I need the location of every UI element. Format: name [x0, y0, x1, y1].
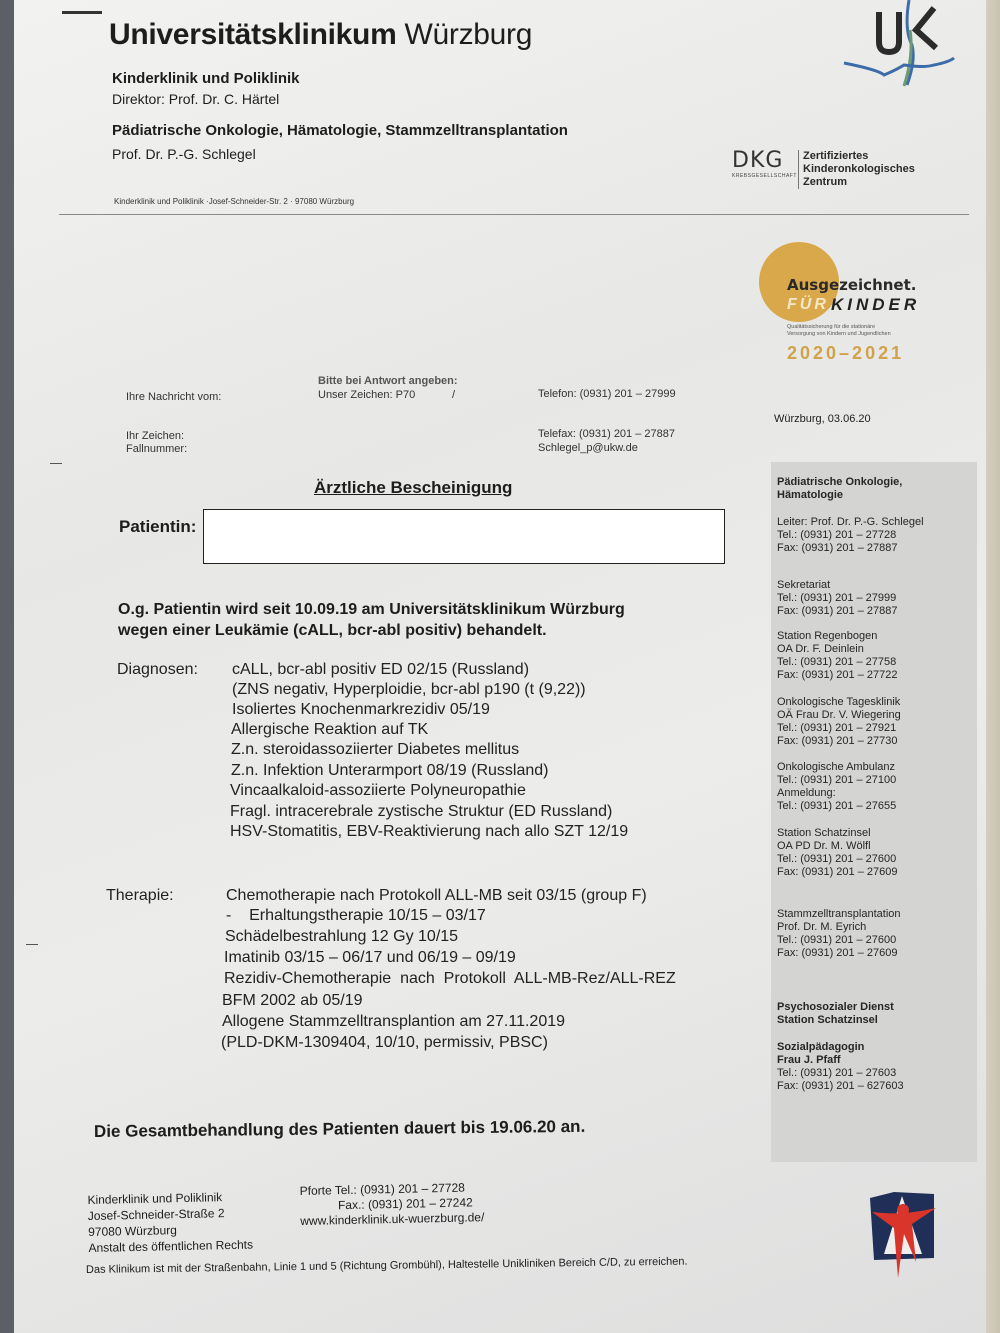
dkg-subtitle: KREBSGESELLSCHAFT [732, 173, 797, 179]
therapy-label: Therapie: [106, 887, 174, 904]
diagnosis-item: HSV-Stomatitis, EBV-Reaktivierung nach allo SZT 12/19 [230, 823, 629, 840]
fold-mark [62, 11, 102, 14]
dkg-cert-text [798, 150, 915, 189]
sidebar-line: OÄ Frau Dr. V. Wiegering [777, 709, 901, 721]
dkg-logo: DKG [732, 148, 784, 173]
award-years: 2020–2021 [787, 343, 905, 363]
sidebar-block-leiter [777, 516, 924, 555]
award-badge [759, 242, 959, 372]
division-name: Pädiatrische Onkologie, Hämatologie, Stammzelltransplantation [112, 122, 568, 139]
diagnoses-label: Diagnosen: [117, 661, 198, 678]
sidebar-line: Tel.: (0931) 201 – 27600 [777, 853, 897, 865]
footer-address [87, 1189, 253, 1256]
therapy-item: Rezidiv-Chemotherapie nach Protokoll ALL-MB-Rez/ALL-REZ [224, 970, 676, 987]
reply-hint: Bitte bei Antwort angeben: [318, 375, 458, 387]
our-reference: Unser Zeichen: P70 [318, 389, 416, 401]
diagnosis-item: Fragl. intracerebrale zystische Struktur (ED Russland) [230, 803, 613, 820]
sidebar-block-sekretariat [777, 579, 897, 618]
sidebar-line: OA Dr. F. Deinlein [777, 643, 864, 655]
sidebar-line: Stammzelltransplantation [777, 908, 901, 920]
sidebar-line: Tel.: (0931) 201 – 27603 [777, 1067, 897, 1079]
sidebar-line: Tel.: (0931) 201 – 27921 [777, 722, 897, 734]
sidebar-line: Tel.: (0931) 201 – 27758 [777, 656, 897, 668]
intro-line: O.g. Patientin wird seit 10.09.19 am Universitätsklinikum Würzburg [118, 601, 625, 618]
footer-address-line: Anstalt des öffentlichen Rechts [88, 1237, 254, 1255]
award-description-line2: Versorgung von Kindern und Jugendlichen [787, 331, 891, 337]
sidebar-line: Station Schatzinsel [777, 827, 871, 839]
therapy-item: Allogene Stammzelltransplantion am 27.11.2019 [222, 1013, 566, 1030]
email: Schlegel_p@ukw.de [538, 442, 638, 454]
footer-phone: Pforte Tel.: (0931) 201 – 27728 [299, 1180, 466, 1199]
diagnosis-item: (ZNS negativ, Hyperploidie, bcr-abl p190 (t (9,22)) [232, 681, 586, 698]
hospital-title-bold: Universitätsklinikum [109, 18, 397, 51]
telefax: Telefax: (0931) 201 – 27887 [538, 428, 675, 440]
footer-contact [300, 1180, 485, 1229]
sidebar-line: Fax: (0931) 201 – 27887 [777, 605, 898, 617]
sidebar-line: Tel.: (0931) 201 – 27999 [777, 592, 897, 604]
footer-address-line: Kinderklinik und Poliklinik [87, 1190, 223, 1208]
sidebar-block-schatzinsel [777, 827, 897, 879]
sidebar-line: Sekretariat [777, 579, 831, 591]
intro-line: wegen einer Leukämie (cALL, bcr-abl positiv) behandelt. [118, 622, 547, 639]
sidebar-block-tagesklinik [777, 696, 901, 748]
uk-logo-icon [834, 0, 964, 90]
therapy-item: Schädelbestrahlung 12 Gy 10/15 [225, 928, 459, 945]
sidebar-line: Tel.: (0931) 201 – 27600 [777, 934, 897, 946]
reference-slash: / [452, 389, 456, 401]
footer-fax: Fax.: (0931) 201 – 27242 [337, 1195, 473, 1213]
contacts-sidebar [771, 462, 977, 1162]
case-number-label: Fallnummer: [126, 443, 188, 455]
sidebar-block-sozialpaedagogin [777, 1041, 904, 1093]
sidebar-heading: Station Schatzinsel [777, 1014, 878, 1026]
therapy-item: Chemotherapie nach Protokoll ALL-MB seit 03/15 (group F) [226, 887, 647, 904]
award-title: Ausgezeichnet. [787, 276, 917, 294]
closing-statement: Die Gesamtbehandlung des Patienten dauert bis 19.06.20 an. [93, 1116, 586, 1141]
header-divider [59, 214, 969, 215]
award-description [787, 324, 891, 338]
sidebar-line: Fax: (0931) 201 – 27609 [777, 947, 898, 959]
sidebar-line: Tel.: (0931) 201 – 27655 [777, 800, 897, 812]
sidebar-line: Tel.: (0931) 201 – 27728 [777, 529, 897, 541]
sidebar-line: Tel.: (0931) 201 – 27100 [777, 774, 897, 786]
footer-address-line: 97080 Würzburg [88, 1223, 178, 1239]
diagnosis-item: cALL, bcr-abl positiv ED 02/15 (Russland) [232, 661, 530, 678]
transport-note: Das Klinikum ist mit der Straßenbahn, Linie 1 und 5 (Richtung Grombühl), Haltestelle Unikliniken Bereich C/D, zu erreichen. [85, 1255, 688, 1276]
sidebar-line: Prof. Dr. M. Eyrich [777, 921, 867, 933]
sidebar-line: Anmeldung: [777, 787, 836, 799]
sidebar-line: Fax: (0931) 201 – 27722 [777, 669, 898, 681]
sidebar-line: Station Regenbogen [777, 630, 878, 642]
sidebar-heading: Frau J. Pfaff [777, 1054, 841, 1066]
sidebar-block-psychosozial [777, 1001, 894, 1027]
diagnosis-item: Isoliertes Knochenmarkrezidiv 05/19 [232, 701, 490, 718]
division-head: Prof. Dr. P.-G. Schlegel [112, 146, 256, 162]
sidebar-heading: Hämatologie [777, 489, 844, 501]
letter-date: Würzburg, 03.06.20 [774, 413, 871, 425]
patient-label: Patientin: [119, 517, 197, 536]
sidebar-block-regenbogen [777, 630, 897, 682]
award-description-line1: Qualitätssicherung für die stationäre [787, 324, 876, 330]
hospital-title-city: Würzburg [404, 18, 533, 51]
sidebar-block-header [777, 476, 902, 502]
sidebar-line: Fax: (0931) 201 – 627603 [777, 1080, 904, 1092]
sidebar-heading: Sozialpädagogin [777, 1041, 865, 1053]
sidebar-block-stammzell [777, 908, 901, 960]
diagnosis-item: Vincaalkaloid-assoziierte Polyneuropathie [230, 782, 526, 799]
sidebar-line: Fax: (0931) 201 – 27887 [777, 542, 898, 554]
department-name: Kinderklinik und Poliklinik [112, 70, 300, 87]
dkg-certification [732, 148, 915, 188]
your-reference-label: Ihr Zeichen: [126, 430, 185, 442]
document-title: Ärztliche Bescheinigung [314, 478, 513, 497]
department-director: Direktor: Prof. Dr. C. Härtel [112, 91, 280, 107]
dkg-cert-line2: Kinderonkologisches Zentrum [803, 163, 915, 188]
footer-address-line: Josef-Schneider-Straße 2 [87, 1206, 225, 1224]
award-kinder: KINDER [831, 295, 921, 314]
therapy-item: - Erhaltungstherapie 10/15 – 03/17 [226, 907, 486, 924]
dkg-cert-line1: Zertifiziertes [803, 150, 869, 162]
your-message-label: Ihre Nachricht vom: [126, 391, 222, 403]
sidebar-heading: Pädiatrische Onkologie, [777, 476, 903, 488]
therapy-item: (PLD-DKM-1309404, 10/10, permissiv, PBSC) [221, 1034, 548, 1051]
footer-website-link[interactable]: www.kinderklinik.uk-wuerzburg.de/ [300, 1210, 485, 1228]
sidebar-line: Onkologische Tagesklinik [777, 696, 901, 708]
therapy-item: BFM 2002 ab 05/19 [222, 992, 363, 1009]
hospital-title [109, 18, 532, 52]
telephone: Telefon: (0931) 201 – 27999 [538, 388, 676, 400]
kinderklinik-logo-icon [864, 1188, 944, 1278]
sidebar-line: Fax: (0931) 201 – 27609 [777, 866, 898, 878]
fold-mark [50, 463, 62, 464]
diagnosis-item: Z.n. Infektion Unterarmport 08/19 (Russland) [231, 762, 549, 779]
sidebar-heading: Psychosozialer Dienst [777, 1001, 894, 1013]
sidebar-line: OA PD Dr. M. Wölfl [777, 840, 871, 852]
sidebar-line: Leiter: Prof. Dr. P.-G. Schlegel [777, 516, 924, 528]
award-fur: FÜR [787, 296, 829, 313]
letter-page [14, 0, 986, 1333]
sidebar-line: Fax: (0931) 201 – 27730 [777, 735, 898, 747]
therapy-item: Imatinib 03/15 – 06/17 und 06/19 – 09/19 [224, 949, 516, 966]
sidebar-block-ambulanz [777, 761, 896, 813]
diagnosis-item: Allergische Reaktion auf TK [231, 721, 429, 738]
intro-statement [118, 599, 625, 641]
diagnosis-item: Z.n. steroidassoziierter Diabetes mellitus [231, 741, 520, 758]
fold-mark [26, 944, 38, 945]
sidebar-line: Onkologische Ambulanz [777, 761, 896, 773]
patient-name-redacted [203, 509, 725, 564]
sender-address-line: Kinderklinik und Poliklinik ·Josef-Schneider-Str. 2 · 97080 Würzburg [114, 197, 355, 206]
